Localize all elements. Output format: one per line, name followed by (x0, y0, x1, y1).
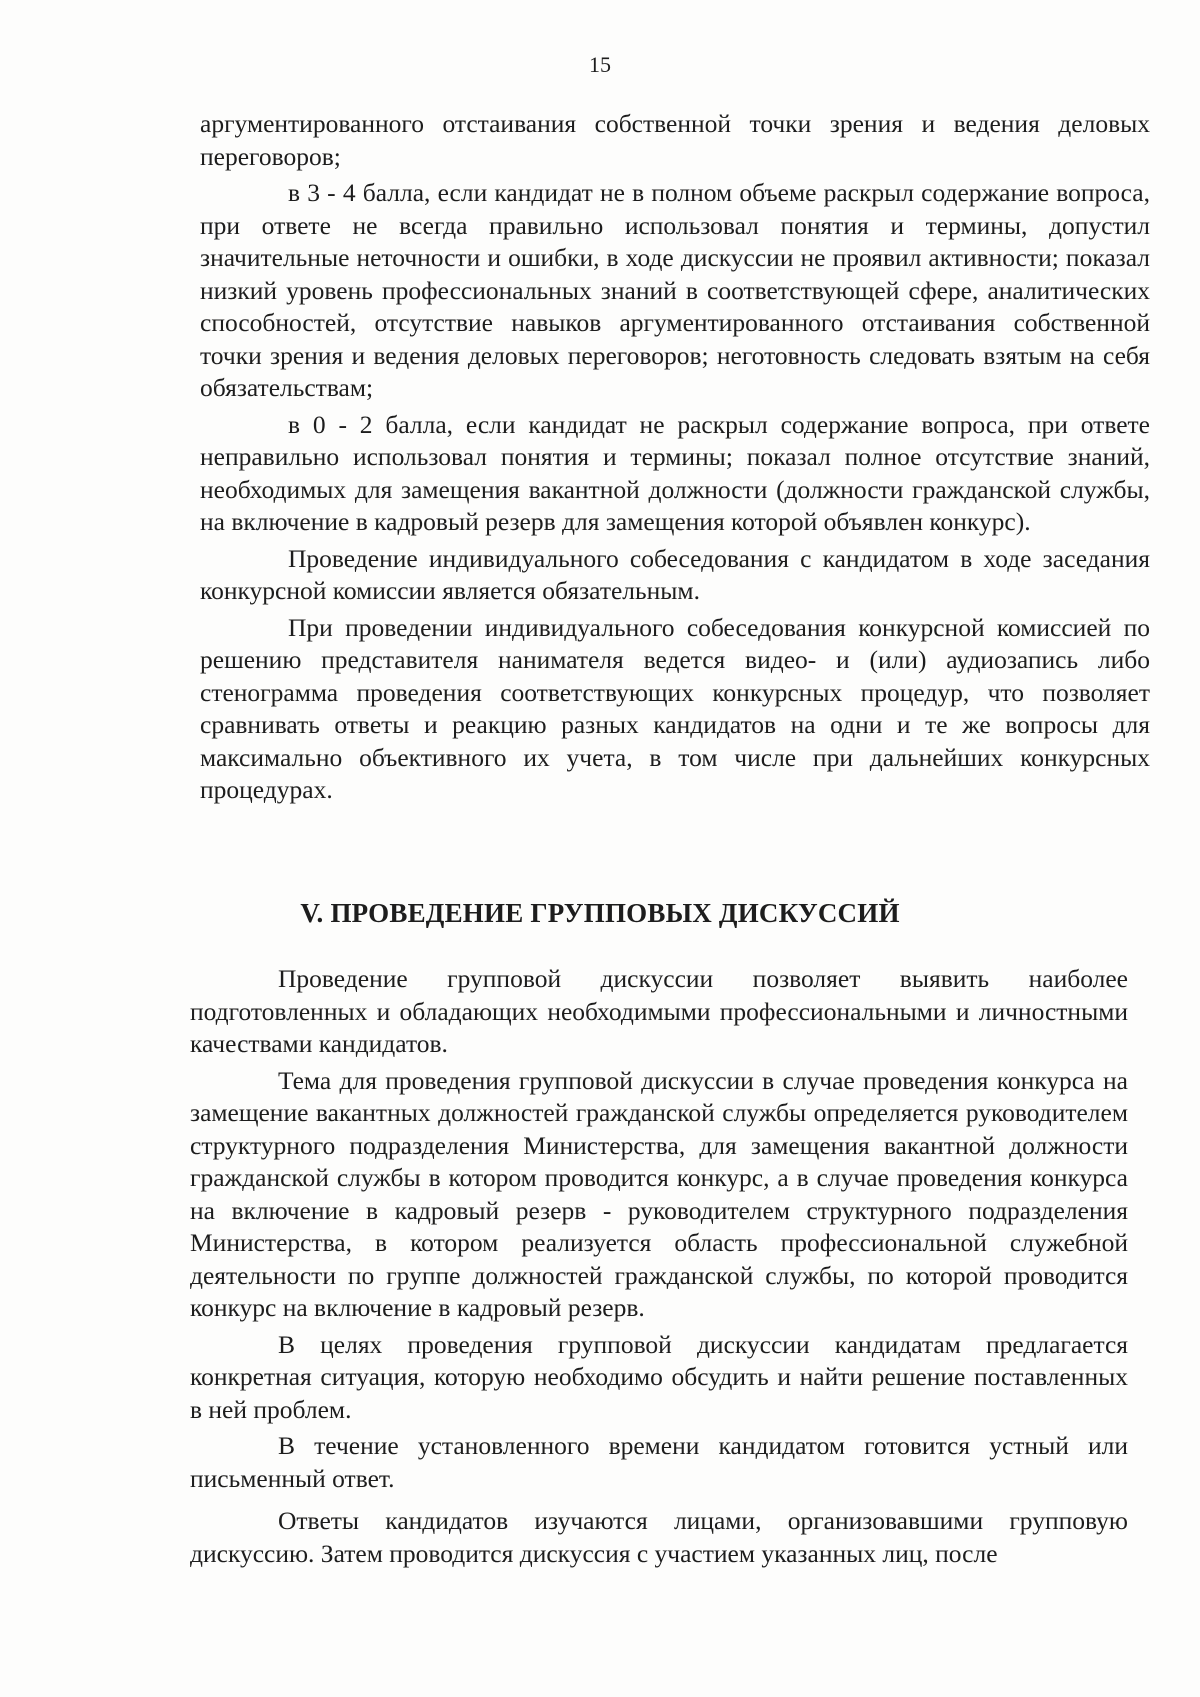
paragraph: в 3 - 4 балла, если кандидат не в полном объеме раскрыл содержание вопроса, при ответе не всегда правильно использовал понятия и термины, допустил значительные неточности и ошибки, в ходе дискуссии не проявил активности; показал низкий уровень профессиональных знаний в соответствующей сфере, аналитических способностей, отсутствие навыков аргументированного отстаивания собственной точки зрения и ведения деловых переговоров; неготовность следовать взятым на себя обязательствам; (200, 178, 1150, 402)
paragraph: аргументированного отстаивания собственной точки зрения и ведения деловых переговоров; (200, 109, 1150, 171)
paragraph: Тема для проведения групповой дискуссии в случае проведения конкурса на замещение вакантных должностей гражданской службы определяется руководителем структурного подразделения Министерства, для замещения вакантной должности гражданской службы в котором проводится конкурс, а в случае проведения конкурса на включение в кадровый резерв - руководителем структурного подразделения Министерства, в котором реализуется область профессиональной служебной деятельности по группе должностей гражданской службы, по которой проводится конкурс на включение в кадровый резерв. (190, 1065, 1128, 1322)
paragraph: При проведении индивидуального собеседования конкурсной комиссией по решению представителя нанимателя ведется видео- и (или) аудиозапись либо стенограмма проведения соответствующих конкурсных процедур, что позволяет сравнивать ответы и реакцию разных кандидатов на одни и те же вопросы для максимально объективного их учета, в том числе при дальнейших конкурсных процедурах. (200, 612, 1150, 804)
text-block-assessment (200, 108, 1150, 807)
paragraph: Ответы кандидатов изучаются лицами, организовавшими групповую дискуссию. Затем проводится дискуссия с участием указанных лиц, после (190, 1506, 1128, 1568)
text-block-group-discussions (190, 963, 1128, 1570)
paragraph: Проведение групповой дискуссии позволяет выявить наиболее подготовленных и обладающих необходимыми профессиональными и личностными качествами кандидатов. (190, 964, 1128, 1058)
section-heading: V. ПРОВЕДЕНИЕ ГРУППОВЫХ ДИСКУССИЙ (300, 898, 900, 928)
paragraph: Проведение индивидуального собеседования с кандидатом в ходе заседания конкурсной комиссии является обязательным. (200, 543, 1150, 605)
paragraph: В течение установленного времени кандидатом готовится устный или письменный ответ. (190, 1431, 1128, 1493)
page-number: 15 (589, 52, 611, 77)
paragraph: В целях проведения групповой дискуссии кандидатам предлагается конкретная ситуация, которую необходимо обсудить и найти решение поставленных в ней проблем. (190, 1329, 1128, 1424)
paragraph: в 0 - 2 балла, если кандидат не раскрыл содержание вопроса, при ответе неправильно использовал понятия и термины; показал полное отсутствие знаний, необходимых для замещения вакантной должности (должности гражданской службы, на включение в кадровый резерв для замещения которой объявлен конкурс). (200, 409, 1150, 536)
